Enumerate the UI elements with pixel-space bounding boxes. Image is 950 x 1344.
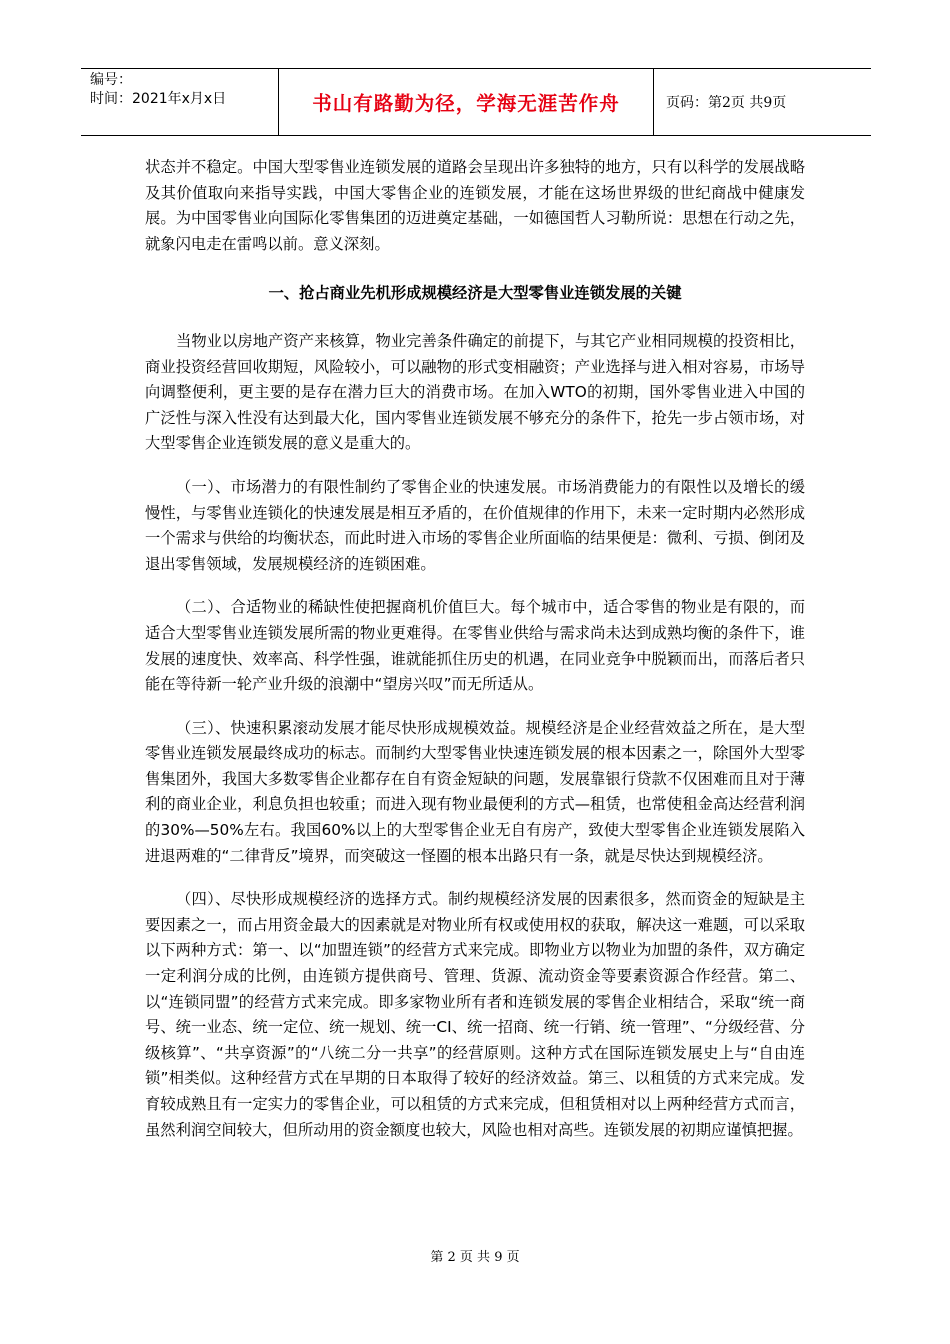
header-motto: 书山有路勤为径，学海无涯苦作舟 xyxy=(279,69,654,135)
page-header xyxy=(81,68,871,136)
serial-number-label: 编号： xyxy=(90,72,132,88)
paragraph-1: 当物业以房地产资产来核算，物业完善条件确定的前提下，与其它产业相同规模的投资相比，商业投资经营回收期短，风险较小，可以融物的形式变相融资；产业选择与进入相对容易，市场导向调整便利，更主要的是存在潜力巨大的消费市场。在加入WTO的初期，国外零售业进入中国的广泛性与深入性没有达到最大化，国内零售业连锁发展不够充分的条件下，抢先一步占领市场，对大型零售企业连锁发展的意义是重大的。 xyxy=(145,331,805,453)
paragraph-3: （二）、合适物业的稀缺性使把握商机价值巨大。每个城市中，适合零售的物业是有限的，而适合大型零售业连锁发展所需的物业更难得。在零售业供给与需求尚未达到成熟均衡的条件下，谁发展的速度快、效率高、科学性强，谁就能抓住历史的机遇，在同业竞争中脱颖而出，而落后者只能在等待新一轮产业升级的浪潮中“望房兴叹”而无所适从。 xyxy=(145,598,805,694)
paragraph-5: （四）、尽快形成规模经济的选择方式。制约规模经济发展的因素很多，然而资金的短缺是主要因素之一，而占用资金最大的因素就是对物业所有权或使用权的获取，解决这一难题，可以采取以下两种方式：第一、以“加盟连锁”的经营方式来完成。即物业方以物业为加盟的条件，双方确定一定利润分成的比例，由连锁方提供商号、管理、货源、流动资金等要素资源合作经营。第二、以“连锁同盟”的经营方式来完成。即多家物业所有者和连锁发展的零售企业相结合，采取“统一商号、统一业态、统一定位、统一规划、统一CI、统一招商、统一行销、统一管理”、“分级经营、分级核算”、“共享资源”的“八统二分一共享”的经营原则。这种方式在国际连锁发展史上与“自由连锁”相类似。这种经营方式在早期的日本取得了较好的经济效益。第三、以租赁的方式来完成。发育较成熟且有一定实力的零售企业，可以租赁的方式来完成，但租赁相对以上两种经营方式而言，虽然利润空间较大，但所动用的资金额度也较大，风险也相对高些。连锁发展的初期应谨慎把握。 xyxy=(145,890,805,1139)
time-label: 时间：2021年x月x日 xyxy=(90,91,227,107)
page-footer: 第 2 页 共 9 页 xyxy=(430,1250,520,1265)
header-page-info: 页码：第2页 共9页 xyxy=(666,95,787,111)
paragraph-2: （一）、市场潜力的有限性制约了零售企业的快速发展。市场消费能力的有限性以及增长的缓慢性，与零售业连锁化的快速发展是相互矛盾的，在价值规律的作用下，未来一定时期内必然形成一个需求与供给的均衡状态，而此时进入市场的零售企业所面临的结果便是：微利、亏损、倒闭及退出零售领域，发展规模经济的连锁困难。 xyxy=(145,477,805,573)
section-heading: 一、抢占商业先机形成规模经济是大型零售业连锁发展的关键 xyxy=(268,284,682,303)
intro-paragraph: 状态并不稳定。中国大型零售业连锁发展的道路会呈现出许多独特的地方，只有以科学的发展战略及其价值取向来指导实践，中国大零售企业的连锁发展，才能在这场世界级的世纪商战中健康发展。为中国零售业向国际化零售集团的迈进奠定基础，一如德国哲人习勒所说：思想在行动之先，就象闪电走在雷鸣以前。意义深刻。 xyxy=(145,158,805,253)
paragraph-4: （三）、快速积累滚动发展才能尽快形成规模效益。规模经济是企业经营效益之所在，是大型零售业连锁发展最终成功的标志。而制约大型零售业快速连锁发展的根本因素之一，除国外大型零售集团外，我国大多数零售企业都存在自有资金短缺的问题，发展靠银行贷款不仅困难而且对于薄利的商业企业，利息负担也较重；而进入现有物业最便利的方式—租赁，也常使租金高达经营利润的30%—50%左右。我国60%以上的大型零售企业无自有房产，致使大型零售企业连锁发展陷入进退两难的“二律背反”境界，而突破这一怪圈的根本出路只有一条，就是尽快达到规模经济。 xyxy=(145,718,805,865)
document-body xyxy=(145,155,805,1143)
header-meta xyxy=(81,69,279,135)
